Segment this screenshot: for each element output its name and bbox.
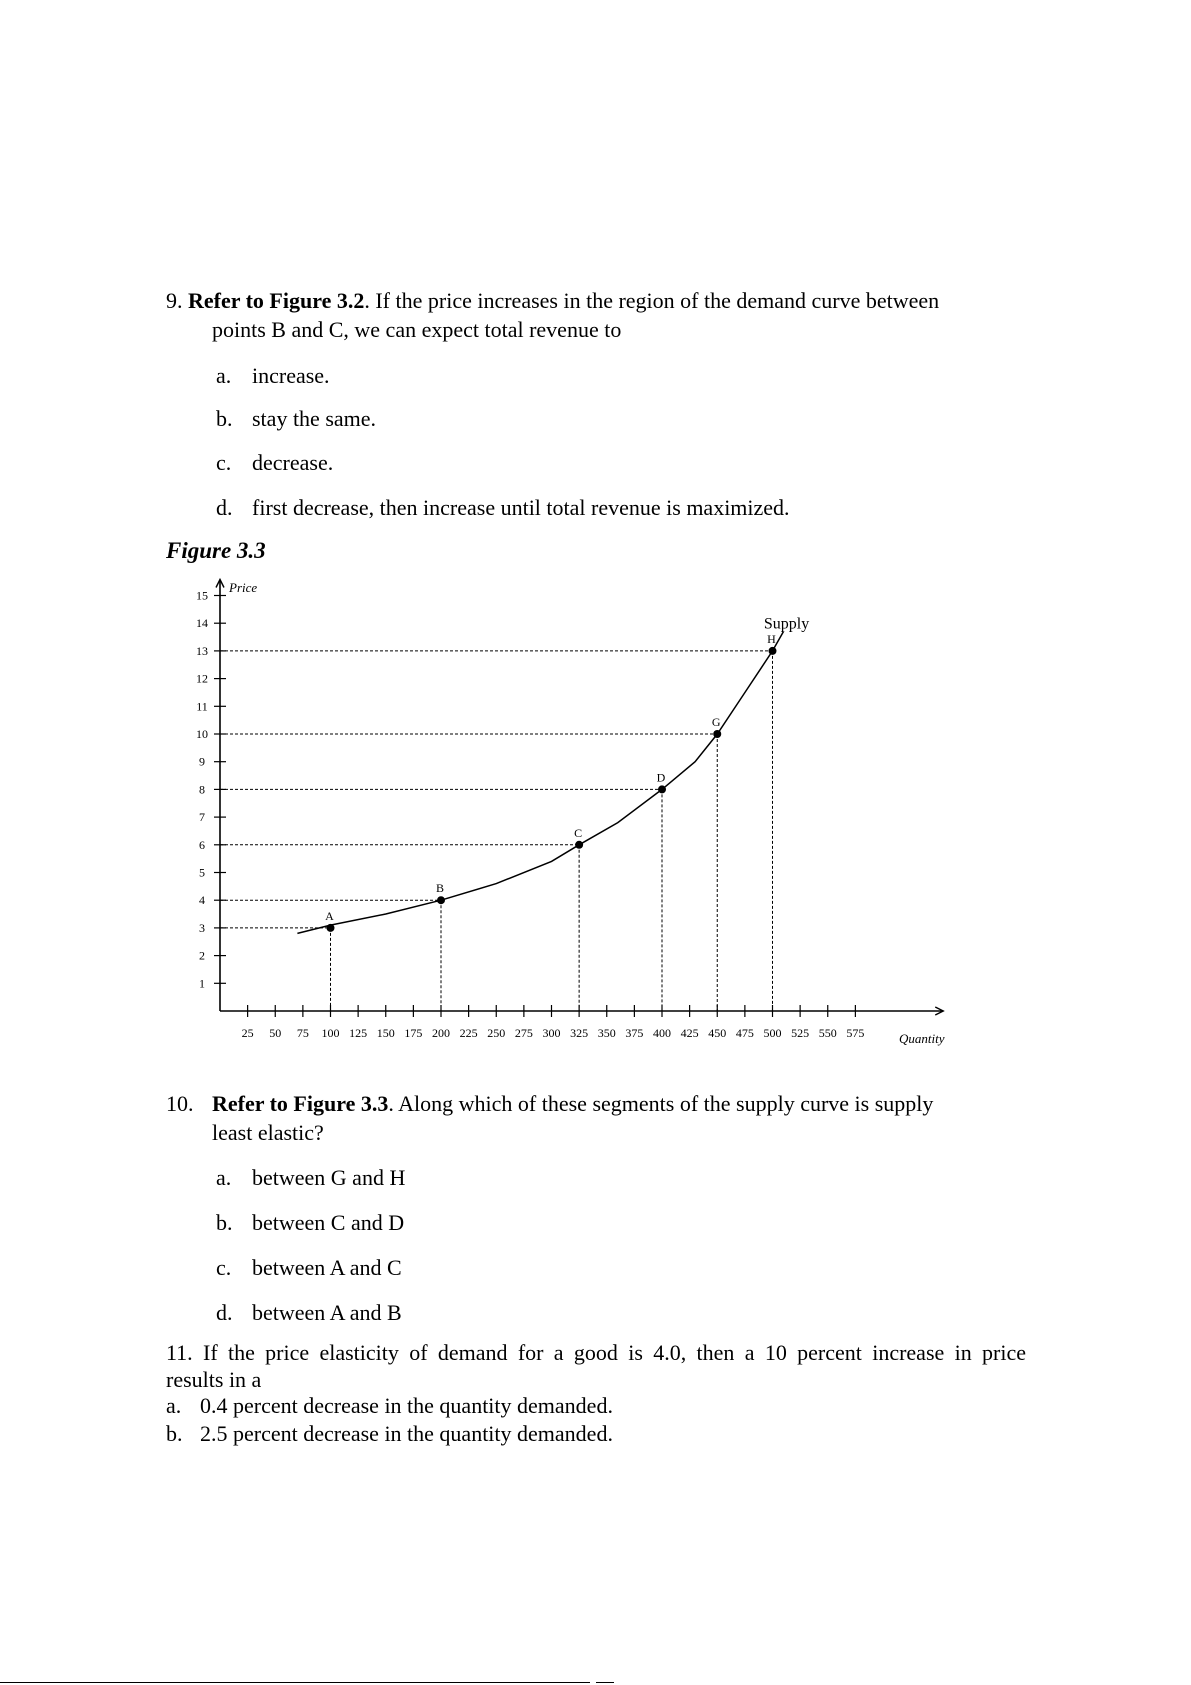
q9-option-b-text: stay the same.	[252, 406, 377, 431]
x-tick-label: 350	[597, 1026, 616, 1040]
q9-option-a-text: increase.	[252, 363, 330, 388]
q10-question-line1	[166, 1090, 933, 1118]
point-b	[437, 896, 445, 904]
point-g	[713, 730, 721, 738]
q10-question-text: . Along which of these segments of the supply curve is supply	[388, 1091, 934, 1116]
y-tick-label: 6	[199, 837, 205, 852]
x-tick-label: 425	[680, 1026, 699, 1040]
x-tick-label: 500	[763, 1026, 782, 1040]
q10-option-b[interactable]	[216, 1209, 404, 1237]
x-tick-label: 275	[514, 1026, 533, 1040]
q11-question-line1: 11. If the price elasticity of demand for a good is 4.0, then a 10 percent increase in price	[166, 1340, 1026, 1365]
q9-figure-ref: Refer to Figure 3.2	[188, 288, 365, 313]
point-label-c: C	[574, 825, 583, 840]
y-tick-label: 10	[196, 727, 208, 741]
y-tick-label: 4	[199, 893, 205, 908]
q10-option-a[interactable]	[216, 1164, 405, 1192]
point-label-d: D	[656, 770, 666, 785]
q10-option-d-letter: d.	[216, 1300, 233, 1325]
q11-option-a[interactable]	[166, 1392, 613, 1420]
y-tick-label: 15	[196, 588, 208, 603]
y-tick-label: 1	[199, 976, 205, 991]
y-tick-label: 2	[199, 948, 205, 963]
x-tick-label: 25	[241, 1026, 254, 1040]
q10-option-d-text: between A and B	[252, 1300, 402, 1325]
supply-curve-group	[297, 632, 783, 934]
point-label-a: A	[325, 908, 334, 923]
y-tick-label: 14	[196, 616, 208, 631]
point-d	[658, 785, 666, 793]
y-tick-label: 7	[199, 810, 205, 825]
point-c	[575, 841, 583, 849]
y-tick-label: 13	[196, 643, 208, 658]
footnote-separator-short	[596, 1682, 614, 1683]
point-label-g: G	[711, 715, 721, 729]
x-tick-label: 325	[570, 1026, 589, 1040]
q9-option-d-letter: d.	[216, 495, 233, 520]
q9-question-line2: points B and C, we can expect total revenue to	[212, 317, 622, 342]
y-axis-label: Price	[229, 580, 258, 595]
y-tick-label: 8	[199, 782, 205, 797]
footnote-separator	[0, 1682, 590, 1683]
q10-option-b-text: between C and D	[252, 1210, 405, 1235]
chart-axes	[196, 580, 943, 1041]
q10-number: 10.	[166, 1091, 194, 1116]
q9-option-c-text: decrease.	[252, 450, 334, 475]
x-tick-label: 575	[846, 1026, 865, 1040]
q10-option-b-letter: b.	[216, 1210, 233, 1235]
x-tick-label: 100	[321, 1026, 340, 1040]
q11-option-a-text: 0.4 percent decrease in the quantity demanded.	[200, 1393, 613, 1418]
y-tick-label: 12	[196, 671, 208, 686]
chart-labels	[325, 616, 809, 923]
q11-option-b[interactable]	[166, 1420, 613, 1448]
x-tick-label: 200	[432, 1026, 450, 1040]
x-tick-label: 300	[542, 1026, 561, 1040]
chart-guide-lines	[220, 651, 773, 1011]
q11-option-a-letter: a.	[166, 1393, 182, 1418]
x-tick-label: 450	[708, 1026, 727, 1040]
point-label-b: B	[435, 881, 445, 896]
figure-title: Figure 3.3	[166, 538, 266, 563]
q10-option-a-text: between G and H	[252, 1165, 406, 1190]
x-tick-label: 375	[625, 1026, 644, 1040]
y-tick-label: 11	[196, 699, 208, 714]
point-a	[327, 924, 335, 932]
y-tick-label: 5	[199, 865, 205, 880]
x-tick-label: 75	[296, 1026, 309, 1040]
q10-option-c-text: between A and C	[252, 1255, 402, 1280]
q10-option-c[interactable]	[216, 1254, 402, 1282]
series-label-supply: Supply	[763, 615, 810, 633]
q9-question-text: . If the price increases in the region of the demand curve between	[364, 288, 940, 313]
y-tick-label: 9	[199, 754, 205, 769]
q10-question-line2: least elastic?	[212, 1120, 324, 1145]
x-tick-label: 475	[735, 1026, 754, 1040]
x-tick-label: 50	[269, 1026, 282, 1040]
q11-option-b-letter: b.	[166, 1421, 183, 1446]
x-tick-label: 175	[404, 1026, 423, 1040]
q9-option-c-letter: c.	[216, 450, 232, 475]
x-tick-label: 250	[487, 1026, 506, 1040]
x-axis-label: Quantity	[899, 1031, 945, 1046]
x-tick-label: 550	[818, 1026, 837, 1040]
q9-option-d-text: first decrease, then increase until total revenue is maximized.	[252, 495, 790, 520]
q10-option-c-letter: c.	[216, 1255, 232, 1280]
x-tick-label: 225	[459, 1026, 478, 1040]
q9-option-a-letter: a.	[216, 363, 232, 388]
q11-option-b-text: 2.5 percent decrease in the quantity demanded.	[200, 1421, 613, 1446]
q9-option-b-letter: b.	[216, 406, 233, 431]
supply-curve	[297, 632, 783, 934]
y-tick-label: 3	[199, 920, 205, 935]
x-tick-label: 150	[376, 1026, 395, 1040]
q11-question-line2: results in a	[166, 1367, 262, 1392]
point-h	[769, 647, 777, 655]
q10-option-d[interactable]	[216, 1299, 402, 1327]
x-tick-label: 125	[349, 1026, 368, 1040]
q10-figure-ref: Refer to Figure 3.3	[212, 1091, 389, 1116]
q9-number: 9.	[166, 288, 183, 313]
x-tick-label: 525	[791, 1026, 810, 1040]
q10-option-a-letter: a.	[216, 1165, 232, 1190]
point-label-h: H	[767, 631, 776, 646]
x-tick-label: 400	[653, 1026, 671, 1040]
